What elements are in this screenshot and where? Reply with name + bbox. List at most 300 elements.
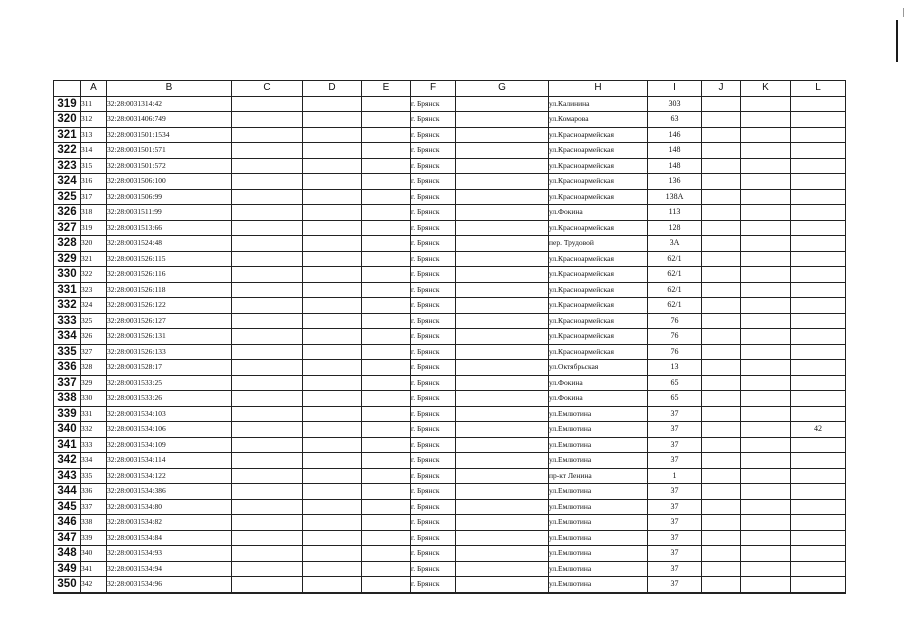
cell-g[interactable] [456, 205, 549, 221]
cell-f[interactable]: г. Брянск [411, 391, 456, 407]
cell-d[interactable] [303, 220, 362, 236]
cell-i[interactable]: 65 [648, 375, 702, 391]
cell-d[interactable] [303, 468, 362, 484]
cell-g[interactable] [456, 313, 549, 329]
cell-i[interactable]: 13 [648, 360, 702, 376]
row-number[interactable]: 330 [54, 267, 81, 283]
cell-f[interactable]: г. Брянск [411, 112, 456, 128]
cell-g[interactable] [456, 158, 549, 174]
cell-b[interactable]: 32:28:0031534:109 [107, 437, 232, 453]
cell-c[interactable] [232, 530, 303, 546]
cell-f[interactable]: г. Брянск [411, 360, 456, 376]
cell-k[interactable] [741, 205, 791, 221]
row-number[interactable]: 339 [54, 406, 81, 422]
row-number[interactable]: 340 [54, 422, 81, 438]
row-number[interactable]: 332 [54, 298, 81, 314]
row-number[interactable]: 337 [54, 375, 81, 391]
cell-d[interactable] [303, 360, 362, 376]
cell-a[interactable]: 342 [81, 577, 107, 593]
cell-f[interactable]: г. Брянск [411, 298, 456, 314]
cell-a[interactable]: 316 [81, 174, 107, 190]
cell-j[interactable] [702, 546, 741, 562]
cell-c[interactable] [232, 468, 303, 484]
cell-j[interactable] [702, 437, 741, 453]
cell-b[interactable]: 32:28:0031314:42 [107, 96, 232, 112]
cell-l[interactable] [791, 96, 846, 112]
cell-k[interactable] [741, 344, 791, 360]
cell-e[interactable] [362, 282, 411, 298]
cell-k[interactable] [741, 391, 791, 407]
cell-e[interactable] [362, 577, 411, 593]
cell-c[interactable] [232, 406, 303, 422]
cell-b[interactable]: 32:28:0031534:106 [107, 422, 232, 438]
cell-i[interactable]: 63 [648, 112, 702, 128]
row-number[interactable]: 324 [54, 174, 81, 190]
cell-h[interactable]: ул.Красноармейская [549, 344, 648, 360]
cell-i[interactable]: 76 [648, 329, 702, 345]
cell-b[interactable]: 32:28:0031526:127 [107, 313, 232, 329]
cell-i[interactable]: 37 [648, 406, 702, 422]
cell-k[interactable] [741, 530, 791, 546]
cell-f[interactable]: г. Брянск [411, 329, 456, 345]
cell-h[interactable]: ул.Фокина [549, 375, 648, 391]
cell-j[interactable] [702, 174, 741, 190]
cell-g[interactable] [456, 468, 549, 484]
cell-f[interactable]: г. Брянск [411, 205, 456, 221]
cell-b[interactable]: 32:28:0031533:26 [107, 391, 232, 407]
cell-a[interactable]: 337 [81, 499, 107, 515]
cell-g[interactable] [456, 282, 549, 298]
cell-k[interactable] [741, 453, 791, 469]
cell-k[interactable] [741, 251, 791, 267]
cell-g[interactable] [456, 437, 549, 453]
cell-e[interactable] [362, 360, 411, 376]
cell-l[interactable] [791, 220, 846, 236]
cell-g[interactable] [456, 189, 549, 205]
cell-g[interactable] [456, 143, 549, 159]
cell-i[interactable]: 62/1 [648, 282, 702, 298]
cell-e[interactable] [362, 515, 411, 531]
row-number[interactable]: 323 [54, 158, 81, 174]
cell-l[interactable] [791, 360, 846, 376]
cell-b[interactable]: 32:28:0031501:1534 [107, 127, 232, 143]
cell-k[interactable] [741, 313, 791, 329]
cell-l[interactable] [791, 298, 846, 314]
cell-h[interactable]: ул.Емлютина [549, 530, 648, 546]
cell-c[interactable] [232, 375, 303, 391]
cell-i[interactable]: 76 [648, 313, 702, 329]
row-number[interactable]: 336 [54, 360, 81, 376]
cell-f[interactable]: г. Брянск [411, 546, 456, 562]
row-number[interactable]: 331 [54, 282, 81, 298]
cell-g[interactable] [456, 96, 549, 112]
cell-d[interactable] [303, 267, 362, 283]
cell-f[interactable]: г. Брянск [411, 375, 456, 391]
cell-d[interactable] [303, 391, 362, 407]
cell-a[interactable]: 333 [81, 437, 107, 453]
cell-e[interactable] [362, 437, 411, 453]
cell-b[interactable]: 32:28:0031513:66 [107, 220, 232, 236]
cell-a[interactable]: 330 [81, 391, 107, 407]
cell-f[interactable]: г. Брянск [411, 189, 456, 205]
cell-i[interactable]: 148 [648, 143, 702, 159]
column-header[interactable]: F [411, 81, 456, 97]
cell-f[interactable]: г. Брянск [411, 453, 456, 469]
cell-f[interactable]: г. Брянск [411, 577, 456, 593]
cell-b[interactable]: 32:28:0031534:103 [107, 406, 232, 422]
cell-b[interactable]: 32:28:0031534:93 [107, 546, 232, 562]
column-header[interactable]: H [549, 81, 648, 97]
cell-a[interactable]: 331 [81, 406, 107, 422]
cell-e[interactable] [362, 406, 411, 422]
cell-f[interactable]: г. Брянск [411, 344, 456, 360]
cell-a[interactable]: 313 [81, 127, 107, 143]
cell-j[interactable] [702, 298, 741, 314]
cell-c[interactable] [232, 577, 303, 593]
cell-l[interactable] [791, 546, 846, 562]
cell-e[interactable] [362, 391, 411, 407]
cell-h[interactable]: ул.Емлютина [549, 422, 648, 438]
cell-d[interactable] [303, 143, 362, 159]
row-number[interactable]: 338 [54, 391, 81, 407]
cell-f[interactable]: г. Брянск [411, 174, 456, 190]
cell-c[interactable] [232, 189, 303, 205]
column-header[interactable]: J [702, 81, 741, 97]
cell-f[interactable]: г. Брянск [411, 143, 456, 159]
cell-g[interactable] [456, 499, 549, 515]
cell-k[interactable] [741, 158, 791, 174]
cell-h[interactable]: ул.Емлютина [549, 437, 648, 453]
cell-f[interactable]: г. Брянск [411, 515, 456, 531]
cell-j[interactable] [702, 251, 741, 267]
cell-h[interactable]: ул.Красноармейская [549, 158, 648, 174]
cell-l[interactable] [791, 453, 846, 469]
cell-k[interactable] [741, 220, 791, 236]
cell-k[interactable] [741, 437, 791, 453]
cell-a[interactable]: 320 [81, 236, 107, 252]
cell-b[interactable]: 32:28:0031533:25 [107, 375, 232, 391]
cell-c[interactable] [232, 112, 303, 128]
cell-l[interactable] [791, 236, 846, 252]
cell-k[interactable] [741, 422, 791, 438]
cell-i[interactable]: 3А [648, 236, 702, 252]
cell-l[interactable] [791, 437, 846, 453]
column-header[interactable]: A [81, 81, 107, 97]
cell-i[interactable]: 62/1 [648, 251, 702, 267]
cell-a[interactable]: 319 [81, 220, 107, 236]
row-number[interactable]: 350 [54, 577, 81, 593]
cell-k[interactable] [741, 174, 791, 190]
cell-c[interactable] [232, 484, 303, 500]
cell-l[interactable] [791, 577, 846, 593]
cell-i[interactable]: 37 [648, 546, 702, 562]
cell-b[interactable]: 32:28:0031534:386 [107, 484, 232, 500]
cell-l[interactable] [791, 484, 846, 500]
cell-l[interactable] [791, 468, 846, 484]
cell-e[interactable] [362, 329, 411, 345]
cell-e[interactable] [362, 499, 411, 515]
row-number[interactable]: 333 [54, 313, 81, 329]
cell-g[interactable] [456, 546, 549, 562]
cell-c[interactable] [232, 329, 303, 345]
column-header[interactable]: I [648, 81, 702, 97]
cell-a[interactable]: 318 [81, 205, 107, 221]
cell-h[interactable]: пр-кт Ленина [549, 468, 648, 484]
cell-k[interactable] [741, 577, 791, 593]
cell-l[interactable] [791, 267, 846, 283]
cell-h[interactable]: ул.Красноармейская [549, 251, 648, 267]
cell-d[interactable] [303, 298, 362, 314]
cell-d[interactable] [303, 174, 362, 190]
cell-j[interactable] [702, 499, 741, 515]
cell-i[interactable]: 128 [648, 220, 702, 236]
cell-c[interactable] [232, 499, 303, 515]
cell-b[interactable]: 32:28:0031528:17 [107, 360, 232, 376]
cell-j[interactable] [702, 344, 741, 360]
cell-b[interactable]: 32:28:0031526:133 [107, 344, 232, 360]
cell-j[interactable] [702, 530, 741, 546]
cell-d[interactable] [303, 344, 362, 360]
cell-f[interactable]: г. Брянск [411, 220, 456, 236]
cell-e[interactable] [362, 267, 411, 283]
cell-i[interactable]: 37 [648, 530, 702, 546]
cell-l[interactable] [791, 127, 846, 143]
cell-l[interactable] [791, 530, 846, 546]
cell-h[interactable]: ул.Красноармейская [549, 267, 648, 283]
cell-c[interactable] [232, 96, 303, 112]
cell-d[interactable] [303, 189, 362, 205]
cell-g[interactable] [456, 344, 549, 360]
cell-c[interactable] [232, 251, 303, 267]
cell-f[interactable]: г. Брянск [411, 561, 456, 577]
cell-l[interactable] [791, 282, 846, 298]
cell-e[interactable] [362, 484, 411, 500]
cell-h[interactable]: ул.Красноармейская [549, 298, 648, 314]
cell-d[interactable] [303, 127, 362, 143]
cell-c[interactable] [232, 298, 303, 314]
cell-a[interactable]: 326 [81, 329, 107, 345]
cell-l[interactable] [791, 313, 846, 329]
cell-c[interactable] [232, 437, 303, 453]
cell-i[interactable]: 303 [648, 96, 702, 112]
cell-j[interactable] [702, 205, 741, 221]
cell-h[interactable]: ул.Емлютина [549, 499, 648, 515]
cell-l[interactable] [791, 515, 846, 531]
cell-a[interactable]: 329 [81, 375, 107, 391]
cell-j[interactable] [702, 189, 741, 205]
cell-j[interactable] [702, 360, 741, 376]
cell-f[interactable]: г. Брянск [411, 313, 456, 329]
cell-f[interactable]: г. Брянск [411, 468, 456, 484]
cell-d[interactable] [303, 437, 362, 453]
cell-l[interactable] [791, 158, 846, 174]
cell-b[interactable]: 32:28:0031534:84 [107, 530, 232, 546]
row-number[interactable]: 329 [54, 251, 81, 267]
cell-j[interactable] [702, 158, 741, 174]
cell-d[interactable] [303, 515, 362, 531]
cell-g[interactable] [456, 391, 549, 407]
cell-h[interactable]: ул.Красноармейская [549, 127, 648, 143]
cell-b[interactable]: 32:28:0031534:94 [107, 561, 232, 577]
cell-a[interactable]: 334 [81, 453, 107, 469]
row-number[interactable]: 319 [54, 96, 81, 112]
cell-k[interactable] [741, 468, 791, 484]
cell-g[interactable] [456, 453, 549, 469]
cell-a[interactable]: 339 [81, 530, 107, 546]
cell-h[interactable]: ул.Емлютина [549, 406, 648, 422]
cell-d[interactable] [303, 546, 362, 562]
cell-l[interactable] [791, 375, 846, 391]
cell-j[interactable] [702, 468, 741, 484]
cell-c[interactable] [232, 158, 303, 174]
cell-f[interactable]: г. Брянск [411, 96, 456, 112]
cell-a[interactable]: 325 [81, 313, 107, 329]
cell-l[interactable] [791, 406, 846, 422]
cell-h[interactable]: ул.Красноармейская [549, 220, 648, 236]
column-header[interactable]: L [791, 81, 846, 97]
cell-g[interactable] [456, 220, 549, 236]
cell-c[interactable] [232, 422, 303, 438]
cell-d[interactable] [303, 158, 362, 174]
cell-l[interactable] [791, 499, 846, 515]
cell-j[interactable] [702, 313, 741, 329]
cell-a[interactable]: 332 [81, 422, 107, 438]
cell-a[interactable]: 324 [81, 298, 107, 314]
cell-c[interactable] [232, 344, 303, 360]
cell-f[interactable]: г. Брянск [411, 267, 456, 283]
cell-a[interactable]: 341 [81, 561, 107, 577]
cell-c[interactable] [232, 313, 303, 329]
cell-f[interactable]: г. Брянск [411, 127, 456, 143]
row-number[interactable]: 321 [54, 127, 81, 143]
cell-e[interactable] [362, 468, 411, 484]
cell-j[interactable] [702, 484, 741, 500]
cell-d[interactable] [303, 561, 362, 577]
cell-g[interactable] [456, 484, 549, 500]
cell-l[interactable] [791, 329, 846, 345]
cell-k[interactable] [741, 375, 791, 391]
cell-a[interactable]: 314 [81, 143, 107, 159]
cell-h[interactable]: ул.Красноармейская [549, 143, 648, 159]
cell-l[interactable] [791, 391, 846, 407]
cell-e[interactable] [362, 205, 411, 221]
cell-e[interactable] [362, 112, 411, 128]
cell-h[interactable]: ул.Фокина [549, 205, 648, 221]
cell-c[interactable] [232, 267, 303, 283]
row-number[interactable]: 334 [54, 329, 81, 345]
cell-i[interactable]: 113 [648, 205, 702, 221]
cell-l[interactable] [791, 561, 846, 577]
cell-j[interactable] [702, 127, 741, 143]
cell-c[interactable] [232, 127, 303, 143]
cell-j[interactable] [702, 236, 741, 252]
cell-j[interactable] [702, 375, 741, 391]
cell-g[interactable] [456, 236, 549, 252]
cell-k[interactable] [741, 515, 791, 531]
cell-g[interactable] [456, 174, 549, 190]
cell-i[interactable]: 76 [648, 344, 702, 360]
cell-i[interactable]: 37 [648, 515, 702, 531]
cell-d[interactable] [303, 112, 362, 128]
cell-e[interactable] [362, 96, 411, 112]
cell-j[interactable] [702, 267, 741, 283]
cell-l[interactable]: 42 [791, 422, 846, 438]
cell-j[interactable] [702, 143, 741, 159]
cell-g[interactable] [456, 577, 549, 593]
cell-c[interactable] [232, 236, 303, 252]
row-number[interactable]: 343 [54, 468, 81, 484]
cell-l[interactable] [791, 174, 846, 190]
cell-a[interactable]: 322 [81, 267, 107, 283]
cell-i[interactable]: 37 [648, 422, 702, 438]
row-number[interactable]: 347 [54, 530, 81, 546]
cell-h[interactable]: ул.Красноармейская [549, 313, 648, 329]
row-number[interactable]: 335 [54, 344, 81, 360]
cell-d[interactable] [303, 499, 362, 515]
cell-k[interactable] [741, 282, 791, 298]
cell-a[interactable]: 338 [81, 515, 107, 531]
cell-b[interactable]: 32:28:0031526:118 [107, 282, 232, 298]
row-number[interactable]: 325 [54, 189, 81, 205]
cell-i[interactable]: 65 [648, 391, 702, 407]
cell-d[interactable] [303, 484, 362, 500]
cell-g[interactable] [456, 561, 549, 577]
cell-e[interactable] [362, 375, 411, 391]
cell-j[interactable] [702, 96, 741, 112]
cell-i[interactable]: 62/1 [648, 298, 702, 314]
cell-e[interactable] [362, 143, 411, 159]
cell-g[interactable] [456, 406, 549, 422]
cell-k[interactable] [741, 484, 791, 500]
cell-c[interactable] [232, 546, 303, 562]
cell-g[interactable] [456, 515, 549, 531]
cell-b[interactable]: 32:28:0031526:115 [107, 251, 232, 267]
cell-g[interactable] [456, 112, 549, 128]
cell-k[interactable] [741, 329, 791, 345]
corner-cell[interactable] [54, 81, 81, 97]
cell-j[interactable] [702, 422, 741, 438]
cell-c[interactable] [232, 205, 303, 221]
cell-h[interactable]: ул.Красноармейская [549, 282, 648, 298]
row-number[interactable]: 349 [54, 561, 81, 577]
cell-a[interactable]: 315 [81, 158, 107, 174]
cell-e[interactable] [362, 236, 411, 252]
cell-b[interactable]: 32:28:0031511:99 [107, 205, 232, 221]
cell-l[interactable] [791, 344, 846, 360]
cell-b[interactable]: 32:28:0031501:572 [107, 158, 232, 174]
cell-b[interactable]: 32:28:0031534:96 [107, 577, 232, 593]
row-number[interactable]: 328 [54, 236, 81, 252]
cell-f[interactable]: г. Брянск [411, 484, 456, 500]
cell-d[interactable] [303, 530, 362, 546]
cell-h[interactable]: ул.Емлютина [549, 515, 648, 531]
cell-k[interactable] [741, 267, 791, 283]
cell-d[interactable] [303, 453, 362, 469]
cell-h[interactable]: ул.Емлютина [549, 577, 648, 593]
cell-h[interactable]: ул.Емлютина [549, 484, 648, 500]
cell-k[interactable] [741, 143, 791, 159]
row-number[interactable]: 342 [54, 453, 81, 469]
cell-e[interactable] [362, 127, 411, 143]
cell-a[interactable]: 327 [81, 344, 107, 360]
cell-f[interactable]: г. Брянск [411, 158, 456, 174]
cell-i[interactable]: 37 [648, 484, 702, 500]
cell-h[interactable]: ул.Калинина [549, 96, 648, 112]
cell-f[interactable]: г. Брянск [411, 251, 456, 267]
cell-a[interactable]: 321 [81, 251, 107, 267]
cell-b[interactable]: 32:28:0031501:571 [107, 143, 232, 159]
cell-i[interactable]: 146 [648, 127, 702, 143]
